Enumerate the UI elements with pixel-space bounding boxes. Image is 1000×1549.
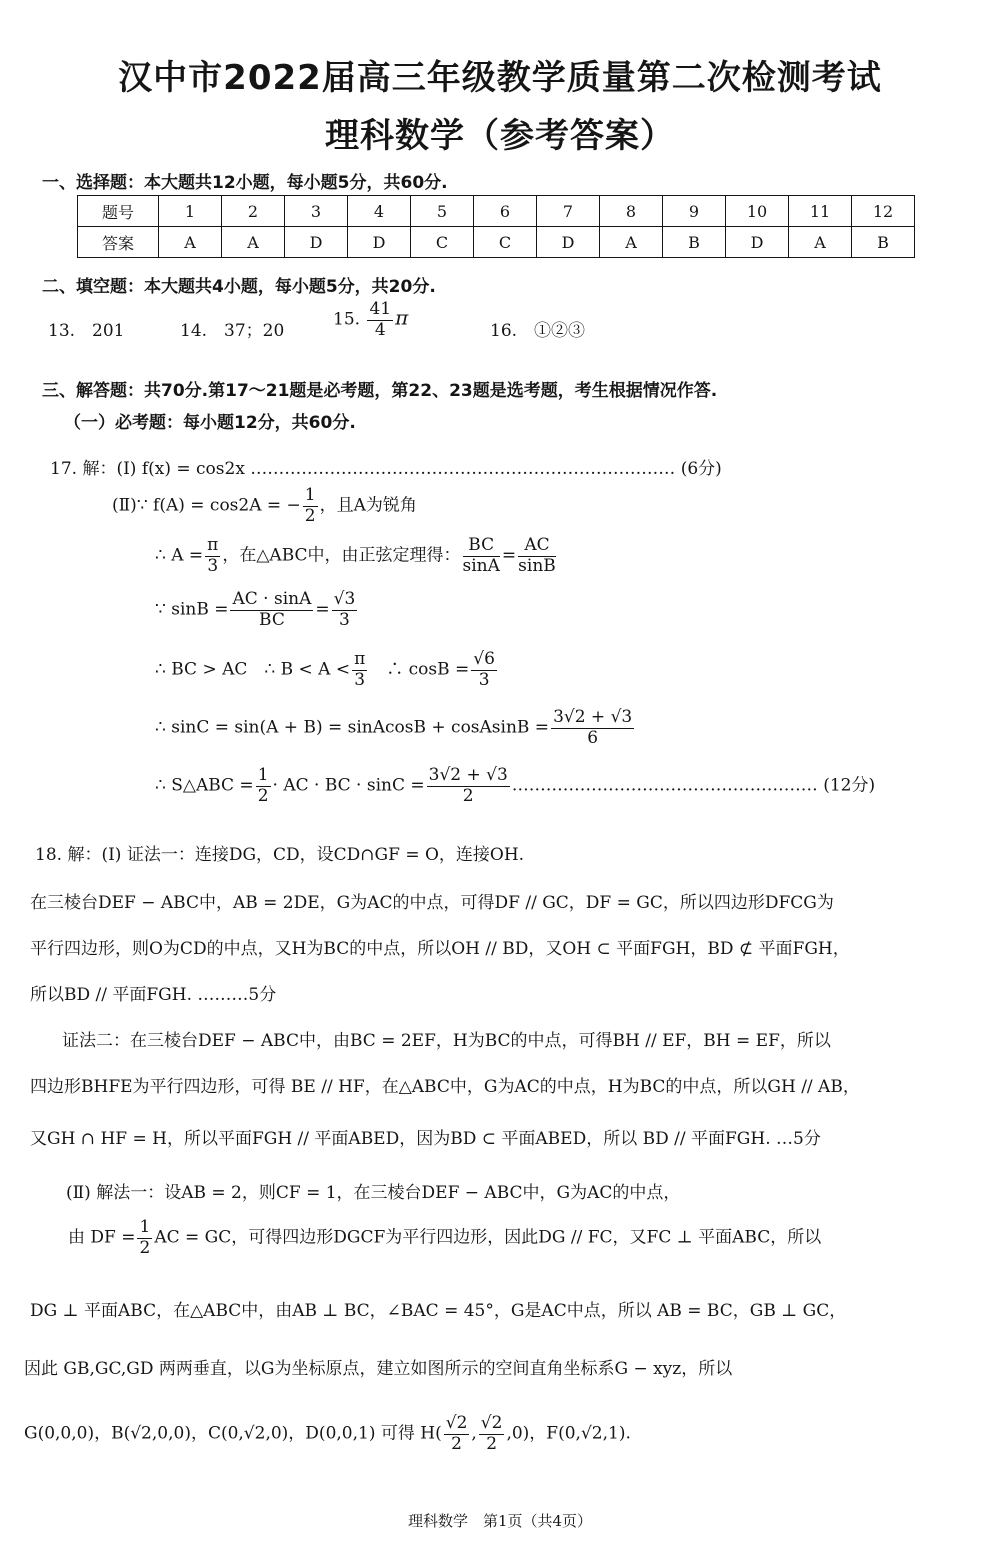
table-cell: D [726,227,789,258]
section-solution-heading: 三、解答题：共70分.第17～21题是必考题，第22、23题是选考题，考生根据情况作答. [42,381,718,401]
table-cell: A [222,227,285,258]
fraction-numerator: √2 [480,1413,503,1433]
fraction-denominator: 3 [207,555,219,576]
table-cell: A [159,227,222,258]
table-cell: 4 [348,196,411,227]
table-cell: C [411,227,474,258]
fraction-denominator: sinB [518,555,556,576]
fraction-denominator: 3 [478,669,490,690]
text-segment: ∴ A = [155,545,204,566]
q17-line-6 [155,708,636,748]
table-cell: D [348,227,411,258]
fraction-denominator: 2 [451,1433,462,1454]
q18-line-11: 因此 GB,GC,GD 两两垂直，以G为坐标原点，建立如图所示的空间直角坐标系G − xyz，所以 [24,1359,733,1379]
answer-15-label: 15. [333,309,361,330]
q17-line-5 [155,650,499,690]
fraction-denominator: 3 [339,609,350,630]
fraction [551,708,634,748]
table-cell: 11 [789,196,852,227]
table-cell: 8 [600,196,663,227]
table-cell: 7 [537,196,600,227]
fraction-denominator: 2 [257,785,269,806]
text-segment: G(0,0,0)，B(√2,0,0)，C(0,√2,0)，D(0,0,1) 可得 H( [24,1423,442,1444]
fraction [303,486,318,526]
text-segment: ，且A为锐角 [319,495,417,516]
fraction [463,536,500,576]
fraction-denominator: 2 [304,505,316,526]
q18-line-9 [68,1218,821,1258]
fraction-denominator: 6 [587,727,599,748]
text-segment: ……………………………………………… (12分) [511,775,876,796]
table-cell: A [789,227,852,258]
text-segment: = [315,599,330,620]
table-cell: 2 [222,196,285,227]
q18-line-7: 又GH ∩ HF = H，所以平面FGH // 平面ABED，因为BD ⊂ 平面ABED，所以 BD // 平面FGH. …5分 [30,1129,821,1149]
q18-line-1: 18. 解：(Ⅰ) 证法一：连接DG，CD，设CD∩GF = O，连接OH. [35,845,525,865]
table-cell: 1 [159,196,222,227]
fraction-denominator: 3 [354,669,366,690]
fraction-numerator: 1 [304,485,316,505]
fraction-numerator: 3√2 + √3 [553,707,633,727]
section-fill-heading: 二、填空题：本大题共4小题，每小题5分，共20分. [42,277,436,297]
fraction-numerator: π [354,649,366,669]
answer-16: 16. ①②③ [490,321,586,341]
fraction-numerator: BC [463,536,500,557]
row-label-number: 题号 [78,196,159,227]
fraction-denominator: 2 [486,1433,498,1454]
table-row [78,227,915,258]
fraction [518,536,556,576]
text-segment: ∴ sinC = sin(A + B) = sinAcosB + cosAsinB = [155,717,550,738]
answer-15 [333,300,408,340]
fraction [444,1414,470,1454]
pi-symbol: π [395,305,409,330]
fraction [367,300,393,340]
q17-line-2 [112,486,417,526]
table-cell: D [537,227,600,258]
fraction-numerator: 1 [139,1217,151,1237]
table-cell: D [285,227,348,258]
fraction [205,536,220,576]
fraction-numerator: AC · sinA [232,589,312,609]
text-segment: ∵ sinB = [155,599,229,620]
row-label-answer: 答案 [78,227,159,258]
text-segment: (Ⅱ)∵ f(A) = cos2A = − [112,495,301,516]
q17-line-3 [155,536,558,576]
q18-line-6: 四边形BHFE为平行四边形，可得 BE // HF，在△ABC中，G为AC的中点，H为BC的中点，所以GH // AB， [30,1077,860,1097]
text-segment: ∴ cosB = [369,659,470,680]
fraction-numerator: AC [518,536,556,557]
text-segment: ∴ S△ABC = [155,775,254,796]
fraction-numerator: √6 [473,649,495,669]
table-cell: A [600,227,663,258]
fraction [137,1218,152,1258]
q18-line-12 [24,1414,631,1454]
fraction-numerator: √3 [333,589,356,609]
text-segment: ∴ BC > AC ∴ B < A < [155,659,351,680]
q18-line-3: 平行四边形，则O为CD的中点，又H为BC的中点，所以OH // BD，又OH ⊂ 平面FGH，BD ⊄ 平面FGH， [30,939,850,959]
table-cell: 10 [726,196,789,227]
q18-line-5: 证法二：在三棱台DEF − ABC中，由BC = 2EF，H为BC的中点，可得BH // EF，BH = EF，所以 [62,1031,831,1051]
table-cell: C [474,227,537,258]
q18-line-4: 所以BD // 平面FGH. ………5分 [30,985,277,1005]
section-choice-heading: 一、选择题：本大题共12小题，每小题5分，共60分. [42,173,448,193]
page-title: 汉中市2022届高三年级教学质量第二次检测考试 [118,58,882,98]
fraction-denominator: BC [259,609,285,630]
table-cell: 9 [663,196,726,227]
q18-line-2: 在三棱台DEF − ABC中，AB = 2DE，G为AC的中点，可得DF // GC，DF = GC，所以四边形DFCG为 [30,893,834,913]
table-cell: B [663,227,726,258]
text-segment: ,0)，F(0,√2,1). [506,1423,631,1444]
fraction-numerator: √2 [445,1413,468,1433]
table-cell: B [852,227,915,258]
answer-14: 14. 37；20 [180,321,285,341]
text-segment: AC = GC，可得四边形DGCF为平行四边形，因此DG // FC，又FC ⊥ 平面ABC，所以 [154,1227,822,1248]
fraction-numerator: 41 [369,299,392,319]
answer-table [77,195,915,258]
fraction-denominator: 2 [139,1237,151,1258]
table-cell: 12 [852,196,915,227]
fraction [427,766,510,806]
fraction-denominator: 4 [374,319,386,340]
fraction [479,1414,505,1454]
q17-line-7 [155,765,876,806]
fraction [230,590,313,630]
q18-line-8: (Ⅱ) 解法一：设AB = 2，则CF = 1，在三棱台DEF − ABC中，G为AC的中点， [66,1183,681,1203]
text-segment: = [501,545,517,566]
answer-13: 13. 201 [48,321,125,341]
q17-line-4 [155,590,359,630]
table-cell: 3 [285,196,348,227]
page-subtitle: 理科数学（参考答案） [325,116,675,156]
fraction-denominator: sinA [462,555,500,576]
fraction-numerator: π [207,535,219,555]
table-cell: 5 [411,196,474,227]
fraction [332,590,358,630]
text-segment: ，在△ABC中，由正弦定理得： [222,545,461,566]
page-footer: 理科数学 第1页（共4页） [407,1512,593,1530]
fraction-numerator: 3√2 + √3 [428,765,508,785]
fraction [471,650,497,690]
fraction-numerator: 1 [257,765,269,785]
fraction [352,650,367,690]
fraction [256,766,271,806]
table-cell: 6 [474,196,537,227]
table-row [78,196,915,227]
q18-line-10: DG ⊥ 平面ABC，在△ABC中，由AB ⊥ BC，∠BAC = 45°，G是AC中点，所以 AB = BC，GB ⊥ GC， [30,1301,847,1321]
fraction-denominator: 2 [462,785,474,806]
text-segment: , [471,1423,477,1444]
section-required-subheading: （一）必考题：每小题12分，共60分. [64,413,356,433]
text-segment: · AC · BC · sinC = [272,775,425,796]
q17-line-1: 17. 解：(Ⅰ) f(x) = cos2x ………………………………………………………………… (6分) [50,459,722,479]
text-segment: 由 DF = [68,1227,136,1248]
